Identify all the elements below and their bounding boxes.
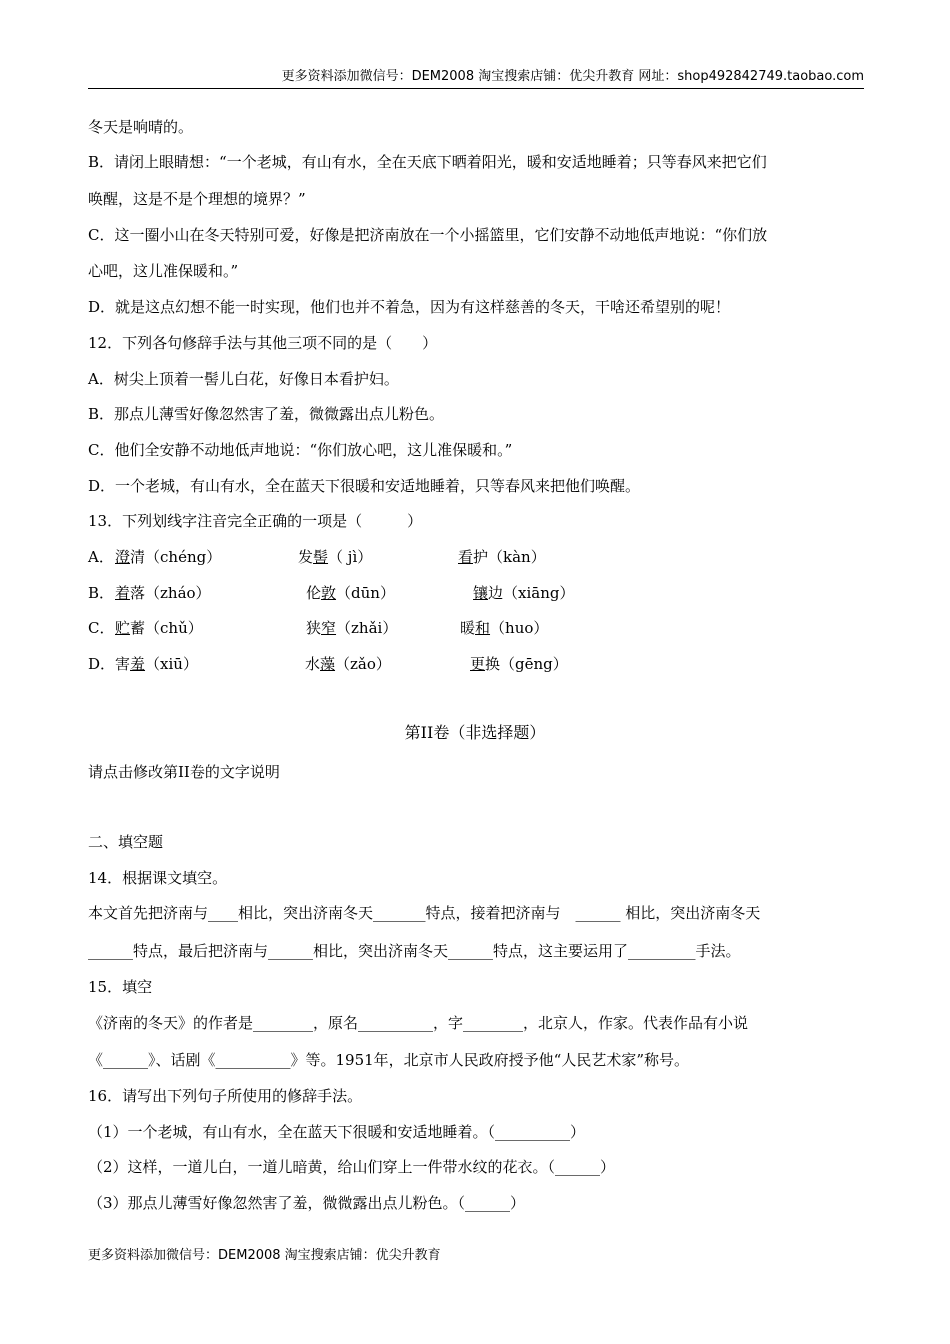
q16-sentence-2: （2）这样，一道儿白，一道儿暗黄，给山们穿上一件带水纹的花衣。（______） xyxy=(88,1158,616,1176)
q13-item: 澄清（chéng） xyxy=(115,548,222,566)
q15-line1: 《济南的冬天》的作者是________，原名__________，字________，北京人，作家。代表作品有小说 xyxy=(88,1014,749,1032)
q13-option-label: A． xyxy=(88,548,114,566)
q13-item: 狭窄（zhǎi） xyxy=(306,619,398,637)
header-rule xyxy=(88,88,864,89)
q13-stem: 13．下列划线字注音完全正确的一项是（ ） xyxy=(88,512,423,530)
q13-item: 更换（gēng） xyxy=(470,655,568,673)
q13-item: 贮蓄（chǔ） xyxy=(115,619,203,637)
q12-option-b: B．那点儿薄雪好像忽然害了羞，微微露出点儿粉色。 xyxy=(88,405,445,423)
q11-option-b-line1: B．请闭上眼睛想：“一个老城，有山有水，全在天底下晒着阳光，暖和安适地睡着；只等春风来把它们 xyxy=(88,153,767,171)
q13-option-label: C． xyxy=(88,619,115,637)
q13-item: 镶边（xiāng） xyxy=(473,584,575,602)
q11-option-c-line2: 心吧，这儿准保暖和。” xyxy=(88,262,239,280)
q13-item: 伦敦（dūn） xyxy=(306,584,395,602)
q14-line1: 本文首先把济南与____相比，突出济南冬天_______特点，接着把济南与 ______ 相比，突出济南冬天 xyxy=(88,904,761,922)
q13-item: 看护（kàn） xyxy=(458,548,546,566)
section-title: 第II卷（非选择题） xyxy=(404,723,546,742)
q15-line2: 《______》、话剧《__________》等。1951年，北京市人民政府授予他“人民艺术家”称号。 xyxy=(88,1051,690,1069)
q14-stem: 14．根据课文填空。 xyxy=(88,869,228,887)
q13-option-label: D． xyxy=(88,655,116,673)
q15-stem: 15．填空 xyxy=(88,978,153,996)
q11-option-b-line2: 唤醒，这是不是个理想的境界？” xyxy=(88,190,306,208)
q13-item: 水藻（zǎo） xyxy=(305,655,391,673)
q16-sentence-3: （3）那点儿薄雪好像忽然害了羞，微微露出点儿粉色。（______） xyxy=(88,1194,526,1212)
q13-item: 着落（zháo） xyxy=(115,584,211,602)
q11-option-a-tail: 冬天是响晴的。 xyxy=(88,118,194,136)
q13-item: 害羞（xiū） xyxy=(115,655,198,673)
q12-stem: 12．下列各句修辞手法与其他三项不同的是（ ） xyxy=(88,334,438,352)
q13-item: 发髻（ jì） xyxy=(298,548,373,566)
q13-item: 暖和（huo） xyxy=(460,619,549,637)
section-note: 请点击修改第II卷的文字说明 xyxy=(88,763,280,781)
q12-option-a: A．树尖上顶着一髻儿白花，好像日本看护妇。 xyxy=(88,370,399,388)
page-header: 更多资料添加微信号：DEM2008 淘宝搜索店铺：优尖升教育 网址：shop492842749.taobao.com xyxy=(281,69,864,84)
q12-option-c: C．他们全安静不动地低声地说：“你们放心吧，这儿准保暖和。” xyxy=(88,441,513,459)
part-heading: 二、填空题 xyxy=(88,833,164,851)
q13-option-label: B． xyxy=(88,584,115,602)
q16-sentence-1: （1）一个老城，有山有水，全在蓝天下很暖和安适地睡着。（__________） xyxy=(88,1123,586,1141)
page-footer: 更多资料添加微信号：DEM2008 淘宝搜索店铺：优尖升教育 xyxy=(88,1248,441,1263)
q14-line2: ______特点，最后把济南与______相比，突出济南冬天______特点，这主要运用了_________手法。 xyxy=(88,942,741,960)
q12-option-d: D．一个老城，有山有水，全在蓝天下很暖和安适地睡着，只等春风来把他们唤醒。 xyxy=(88,477,641,495)
q16-stem: 16．请写出下列句子所使用的修辞手法。 xyxy=(88,1087,363,1105)
q11-option-c-line1: C．这一圈小山在冬天特别可爱，好像是把济南放在一个小摇篮里，它们安静不动地低声地说：“你们放 xyxy=(88,226,768,244)
q11-option-d: D．就是这点幻想不能一时实现，他们也并不着急，因为有这样慈善的冬天，干啥还希望别的呢！ xyxy=(88,298,731,316)
